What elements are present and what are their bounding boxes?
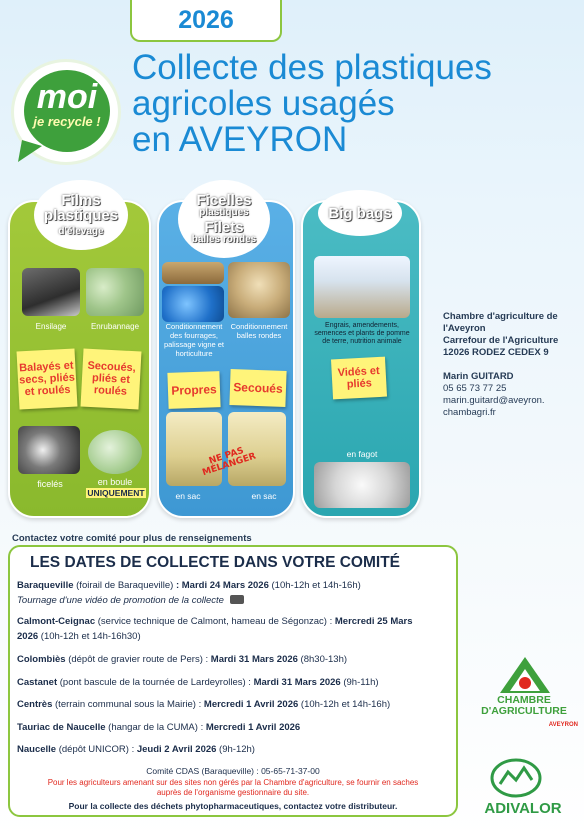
photo-films-boule [88, 430, 142, 474]
photo-bigbags [314, 256, 410, 318]
entry-date-2: 2026 [17, 631, 39, 642]
entry-date: Mardi 31 Mars 2026 [253, 677, 341, 688]
entry-date: Mercredi 25 Mars [334, 616, 413, 627]
ficelles-title-bubble [178, 180, 270, 258]
contact-line: Contactez votre comité pour plus de renseignements [12, 533, 252, 544]
cda-logo-sub: AVEYRON [548, 722, 578, 728]
footer-warning-line-2: auprès de l'organisme gestionnaire du site. [156, 788, 310, 797]
postit-vides: Vidés et pliés [331, 357, 387, 400]
cda-logo-line-2: D'AGRICULTURE [481, 705, 567, 717]
entry-place: Colombiès [17, 654, 66, 665]
footer-warning-line-1: Pour les agriculteurs amenant sur des sites non gérés par la Chambre d'agriculture, se fournir en saches [47, 778, 419, 787]
photo-ficelles [162, 286, 224, 322]
title-line-3: en AVEYRON [132, 120, 348, 159]
ficelles-title-2: Filets [204, 219, 244, 236]
footer-warning [18, 778, 448, 798]
postit-films-right: Secoués, pliés et roulés [81, 349, 142, 410]
contact-addr-1: Carrefour de l'Agriculture [443, 335, 559, 346]
entry-note: Tournage d'une vidéo de promotion de la collecte [17, 595, 224, 606]
year-label: 2026 [178, 5, 234, 34]
films-title-2: plastiques [43, 207, 119, 224]
bigbags-title: Big bags [328, 204, 392, 222]
page-title [132, 50, 582, 158]
entry-detail: (pont bascule de la tournée de Lardeyrolles) : [57, 677, 254, 688]
badge-main-text: moi [36, 78, 98, 116]
title-line-2: agricoles usagés [132, 84, 395, 123]
films-title-1: Films [61, 192, 101, 209]
contact-email-2[interactable]: chambagri.fr [443, 407, 496, 418]
cda-logo-line-1: CHAMBRE [497, 694, 551, 706]
entry-place: Calmont-Ceignac [17, 616, 96, 627]
photo-fagot [314, 462, 410, 508]
date-entry-castanet [17, 675, 445, 690]
label-ensilage: Ensilage [35, 322, 67, 331]
ne-pas-melanger-stamp: NE PAS MÉLANGER [201, 445, 258, 479]
label-ficelles-usage: Conditionnement des fourrages, palissage vigne et horticulture [163, 322, 225, 358]
date-entry-calmont [17, 614, 445, 644]
adivalor-logo-icon [490, 758, 542, 798]
postit-films-left: Balayés et secs, pliés et roulés [17, 349, 78, 410]
contact-email[interactable]: marin.guitard@aveyron. [443, 395, 545, 406]
entry-date: Mardi 31 Mars 2026 [210, 654, 298, 665]
contact-addr-2: 12026 RODEZ CEDEX 9 [443, 347, 549, 358]
label-en-boule: en boule [97, 477, 133, 487]
contact-phone: 05 65 73 77 25 [443, 383, 507, 394]
footer-phyto: Pour la collecte des déchets phytopharmaceutiques, contactez votre distributeur. [68, 801, 398, 811]
label-uniquement: UNIQUEMENT [87, 488, 145, 498]
date-entry-note [17, 593, 445, 608]
date-entry-tauriac [17, 720, 445, 735]
entry-place: Tauriac de Naucelle [17, 722, 106, 733]
films-title-bubble [34, 180, 128, 250]
date-entry-baraqueville [17, 578, 445, 593]
entry-place: Castanet [17, 677, 58, 688]
entry-place: Centrès [17, 699, 53, 710]
bigbags-title-bubble [318, 190, 402, 236]
date-entry-colombies [17, 652, 445, 667]
badge-sub-text: je recycle ! [33, 114, 101, 129]
entry-place: Baraqueville [17, 580, 74, 591]
photo-bales [162, 262, 224, 284]
entry-date: : Mardi 24 Mars 2026 [175, 580, 269, 591]
label-en-fagot: en fagot [346, 449, 378, 459]
entry-hours: (8h30-13h) [297, 654, 348, 665]
label-bigbags-usage: Engrais, amendements, semences et plants de pomme de terre, nutrition animale [314, 322, 410, 345]
postit-secoues: Secoués [229, 369, 286, 407]
contact-org-1: Chambre d'agriculture de [443, 311, 558, 322]
entry-hours: (10h-12h et 14h-16h) [268, 580, 361, 591]
photo-filets [228, 262, 290, 318]
label-en-sac-2: en sac [251, 491, 277, 501]
label-en-sac-1: en sac [175, 491, 201, 501]
entry-hours: (10h-12h et 14h-16h30) [38, 631, 141, 642]
dates-title: LES DATES DE COLLECTE DANS VOTRE COMITÉ [30, 554, 401, 571]
postit-propres: Propres [167, 371, 220, 409]
entry-detail: (dépôt UNICOR) : [56, 744, 137, 755]
label-ficeles: ficelés [37, 479, 63, 489]
entry-place: Naucelle [17, 744, 57, 755]
footer-cdas: Comité CDAS (Baraqueville) : 05-65-71-37-00 [146, 766, 320, 776]
contact-org-2: l'Aveyron [443, 323, 486, 334]
entry-hours: (9h-12h) [216, 744, 255, 755]
entry-date: Mercredi 1 Avril 2026 [203, 699, 299, 710]
entry-detail: (hangar de la CUMA) : [105, 722, 206, 733]
camera-icon [230, 595, 244, 604]
entry-hours: (9h-11h) [340, 677, 379, 688]
badge-tail-icon [18, 140, 48, 164]
entry-detail: (foirail de Baraqueville) [73, 580, 176, 591]
entry-date: Mercredi 1 Avril 2026 [205, 722, 301, 733]
contact-name: Marin GUITARD [443, 371, 514, 382]
adivalor-logo-text: ADIVALOR [484, 800, 562, 817]
entry-date: Jeudi 2 Avril 2026 [136, 744, 217, 755]
year-tab [130, 0, 282, 42]
date-entry-naucelle [17, 742, 445, 757]
photo-enrubannage [86, 268, 144, 316]
films-subtitle: d'élevage [58, 226, 104, 237]
entry-detail: (terrain communal sous la Mairie) : [52, 699, 204, 710]
entry-detail: (service technique de Calmont, hameau de Ségonzac) : [95, 616, 335, 627]
title-line-1: Collecte des plastiques [132, 48, 492, 87]
ficelles-title-2-sub: balles rondes [191, 234, 257, 245]
photo-films-ficeles [18, 426, 80, 474]
label-filets-usage: Conditionnement balles rondes [230, 322, 288, 340]
date-entry-centres [17, 697, 445, 712]
contact-block [443, 311, 583, 419]
ficelles-title-1: Ficelles [196, 192, 252, 209]
entry-hours: (10h-12h et 14h-16h) [298, 699, 391, 710]
photo-ensilage [22, 268, 80, 316]
entry-detail: (dépôt de gravier route de Pers) : [65, 654, 211, 665]
cda-logo-text [470, 695, 578, 717]
label-enrubannage: Enrubannage [90, 322, 140, 331]
ficelles-title-1-sub: plastiques [199, 207, 249, 218]
